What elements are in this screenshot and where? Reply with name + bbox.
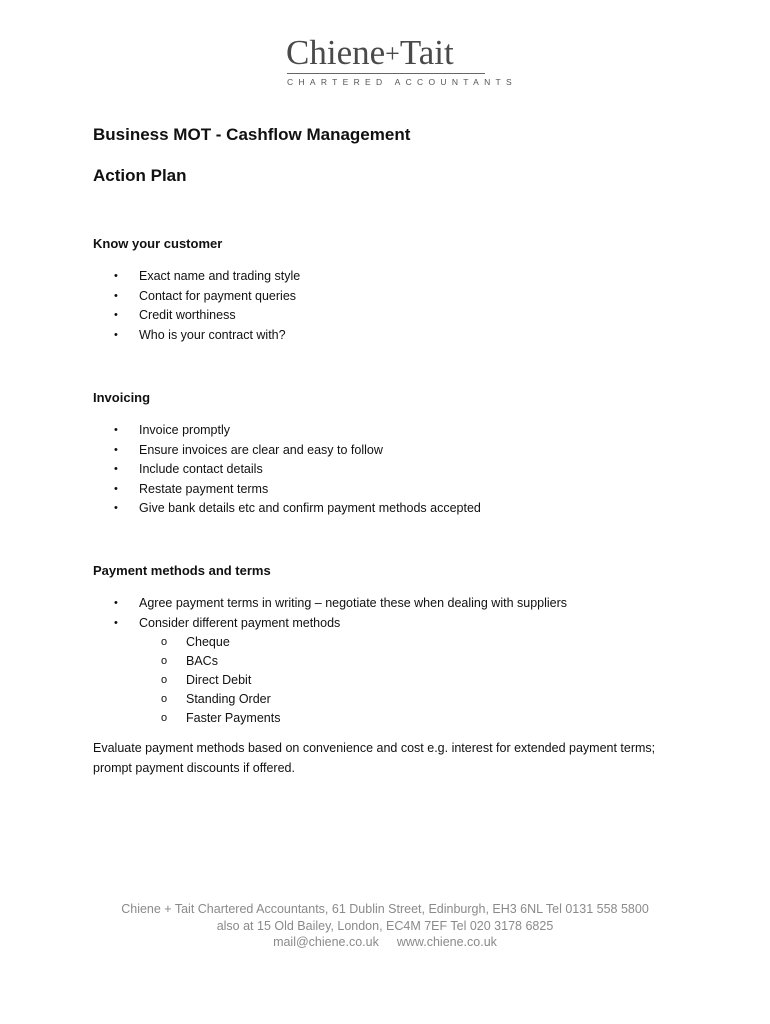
bullet-icon: • — [114, 443, 118, 456]
bullet-icon: • — [114, 502, 118, 514]
footer-address-edinburgh: Chiene + Tait Chartered Accountants, 61 Dublin Street, Edinburgh, EH3 6NL Tel 0131 558 5800 — [121, 902, 649, 916]
circle-bullet-icon: o — [161, 693, 168, 705]
document-subtitle: Action Plan — [93, 166, 187, 185]
logo-plus: + — [385, 39, 400, 68]
logo-wordmark — [286, 34, 454, 75]
logo-divider — [287, 73, 485, 74]
footer-email-link[interactable]: mail@chiene.co.uk — [273, 935, 379, 949]
section-heading-payment-methods: Payment methods and terms — [93, 563, 271, 578]
logo-subtitle: CHARTERED ACCOUNTANTS — [287, 77, 517, 87]
section-heading-know-your-customer: Know your customer — [93, 236, 223, 251]
bullet-icon: • — [114, 309, 118, 321]
section-heading-invoicing: Invoicing — [93, 390, 151, 405]
closing-paragraph: Evaluate payment methods based on convenience and cost e.g. interest for extended payment terms; prompt payment discounts if offered. — [93, 741, 656, 775]
logo-name-right: Tait — [399, 33, 454, 72]
bullet-icon: • — [114, 328, 118, 341]
bullet-icon: • — [114, 482, 118, 495]
bullet-icon: • — [114, 616, 118, 629]
footer-contact — [0, 934, 770, 951]
page-footer — [0, 901, 770, 951]
circle-bullet-icon: o — [161, 636, 168, 648]
circle-bullet-icon: o — [161, 674, 168, 686]
document-title: Business MOT - Cashflow Management — [93, 125, 411, 144]
footer-address-london: also at 15 Old Bailey, London, EC4M 7EF Tel 020 3178 6825 — [216, 918, 554, 933]
bullet-icon: • — [114, 424, 118, 436]
bullet-icon: • — [114, 597, 118, 609]
circle-bullet-icon: o — [161, 712, 168, 724]
bullet-icon: • — [114, 289, 118, 302]
bullet-icon: • — [114, 463, 118, 475]
footer-website-link[interactable]: www.chiene.co.uk — [396, 935, 497, 949]
circle-bullet-icon: o — [161, 655, 168, 667]
bullet-icon: • — [114, 270, 118, 282]
logo-name-left: Chiene — [286, 33, 386, 72]
